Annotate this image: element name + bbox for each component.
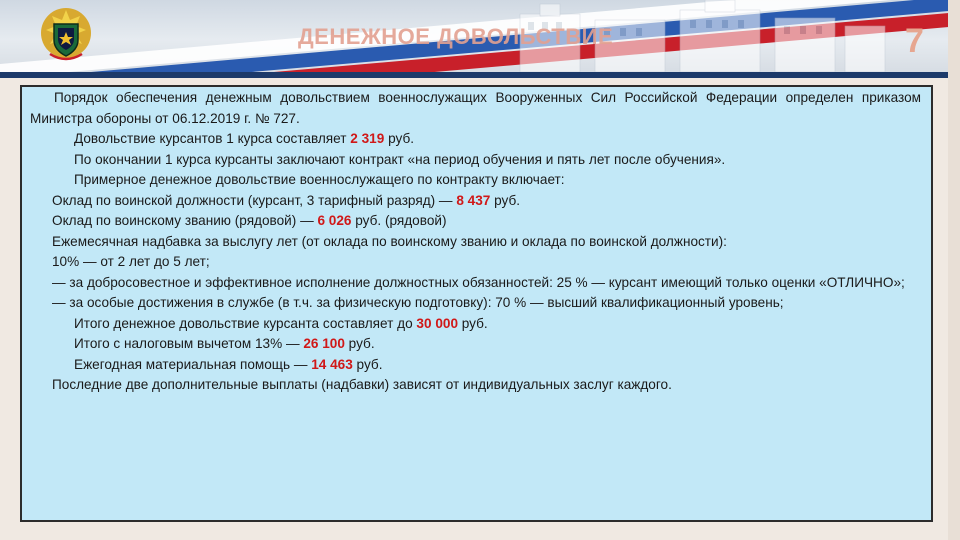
page-number: 7 — [905, 22, 924, 60]
paragraph-includes: Примерное денежное довольствие военнослужащего по контракту включает: — [74, 172, 565, 187]
paragraph-diligence-bonus: — за добросовестное и эффективное исполнение должностных обязанностей: 25 % — курсант имеющий только оценки «ОТЛИЧНО»; — [52, 274, 905, 290]
paragraph-seniority-bonus: Ежемесячная надбавка за выслугу лет (от оклада по воинскому званию и оклада по воинской должности): — [52, 233, 727, 249]
paragraph-total: Итого денежное довольствие курсанта составляет до 30 000 руб. — [74, 315, 488, 331]
highlight-value: 2 319 — [350, 131, 385, 146]
highlight-value: 6 026 — [317, 213, 352, 228]
content-text — [30, 88, 921, 396]
highlight-value: 14 463 — [311, 356, 353, 372]
paragraph-last-note: Последние две дополнительные выплаты (надбавки) зависят от индивидуальных заслуг каждого. — [52, 377, 672, 392]
slide-title: ДЕНЕЖНОЕ ДОВОЛЬСТВИЕ — [298, 24, 614, 49]
paragraph-first-year-pay: Довольствие курсантов 1 курса составляет 2 319 руб. — [74, 131, 415, 146]
header-divider — [0, 72, 960, 78]
paragraph-total-after-tax: Итого с налоговым вычетом 13% — 26 100 руб. — [74, 336, 375, 351]
paragraph-seniority-10: 10% — от 2 лет до 5 лет; — [52, 254, 210, 269]
paragraph-rank-salary: Оклад по воинскому званию (рядовой) — 6 026 руб. (рядовой) — [52, 213, 447, 228]
highlight-value: 26 100 — [303, 336, 345, 351]
emblem-icon — [40, 6, 92, 64]
paragraph-position-salary: Оклад по воинской должности (курсант, 3 тарифный разряд) — 8 437 руб. — [52, 192, 521, 208]
paragraph-annual-aid: Ежегодная материальная помощь — 14 463 руб. — [74, 356, 383, 372]
highlight-value: 30 000 — [416, 315, 458, 331]
slide-header — [0, 0, 960, 72]
paragraph-order: Порядок обеспечения денежным довольствием военнослужащих Вооруженных Сил Российской Федерации определен приказом Министра обороны от 06.12.2019 г. № 727. — [30, 90, 921, 126]
highlight-value: 8 437 — [456, 192, 491, 208]
paragraph-contract: По окончании 1 курса курсанты заключают контракт «на период обучения и пять лет после обучения». — [74, 151, 726, 167]
right-margin-strip — [948, 0, 960, 540]
paragraph-achievements-bonus: — за особые достижения в службе (в т.ч. за физическую подготовку): 70 % — высший квалификационный уровень; — [52, 295, 784, 310]
